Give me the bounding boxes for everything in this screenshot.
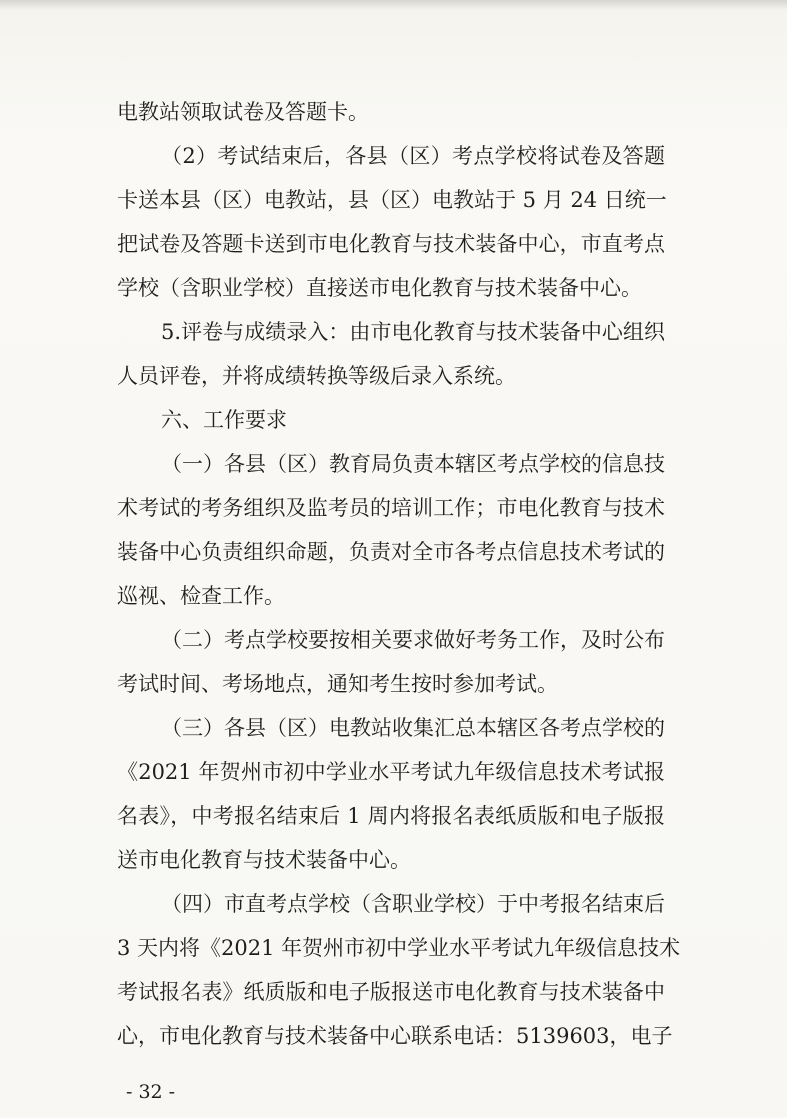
- text-line-4: 把试卷及答题卡送到市电化教育与技术装备中心，市直考点: [117, 232, 665, 256]
- text-line-5: 学校（含职业学校）直接送市电化教育与技术装备中心。: [117, 276, 642, 300]
- text-line-1: 电教站领取试卷及答题卡。: [117, 100, 369, 124]
- text-line-15: （三）各县（区）电教站收集汇总本辖区各考点学校的: [161, 716, 665, 740]
- text-line-22: 心，市电化教育与技术装备中心联系电话：5139603，电子: [117, 1024, 673, 1048]
- text-line-16: 《2021 年贺州市初中学业水平考试九年级信息技术考试报: [117, 760, 665, 784]
- text-line-14: 考试时间、考场地点，通知考生按时参加考试。: [117, 672, 558, 696]
- text-line-7: 人员评卷，并将成绩转换等级后录入系统。: [117, 364, 516, 388]
- text-line-11: 装备中心负责组织命题，负责对全市各考点信息技术考试的: [117, 540, 665, 564]
- text-line-21: 考试报名表》纸质版和电子版报送市电化教育与技术装备中: [117, 980, 665, 1004]
- text-line-19: （四）市直考点学校（含职业学校）于中考报名结束后: [161, 892, 665, 916]
- text-line-3: 卡送本县（区）电教站，县（区）电教站于 5 月 24 日统一: [117, 188, 667, 212]
- scan-edge-shadow: [0, 0, 787, 10]
- text-line-12: 巡视、检查工作。: [117, 584, 285, 608]
- section-heading: 六、工作要求: [161, 408, 287, 432]
- text-line-20: 3 天内将《2021 年贺州市初中学业水平考试九年级信息技术: [117, 936, 681, 960]
- text-line-6: 5.评卷与成绩录入：由市电化教育与技术装备中心组织: [161, 320, 665, 344]
- text-line-17: 名表》，中考报名结束后 1 周内将报名表纸质版和电子版报: [117, 804, 665, 828]
- text-line-18: 送市电化教育与技术装备中心。: [117, 848, 411, 872]
- text-line-13: （二）考点学校要按相关要求做好考务工作，及时公布: [161, 628, 665, 652]
- text-line-10: 术考试的考务组织及监考员的培训工作；市电化教育与技术: [117, 496, 665, 520]
- text-line-2: （2）考试结束后，各县（区）考点学校将试卷及答题: [161, 144, 665, 168]
- page-number: - 32 -: [126, 1081, 176, 1103]
- text-line-9: （一）各县（区）教育局负责本辖区考点学校的信息技: [161, 452, 665, 476]
